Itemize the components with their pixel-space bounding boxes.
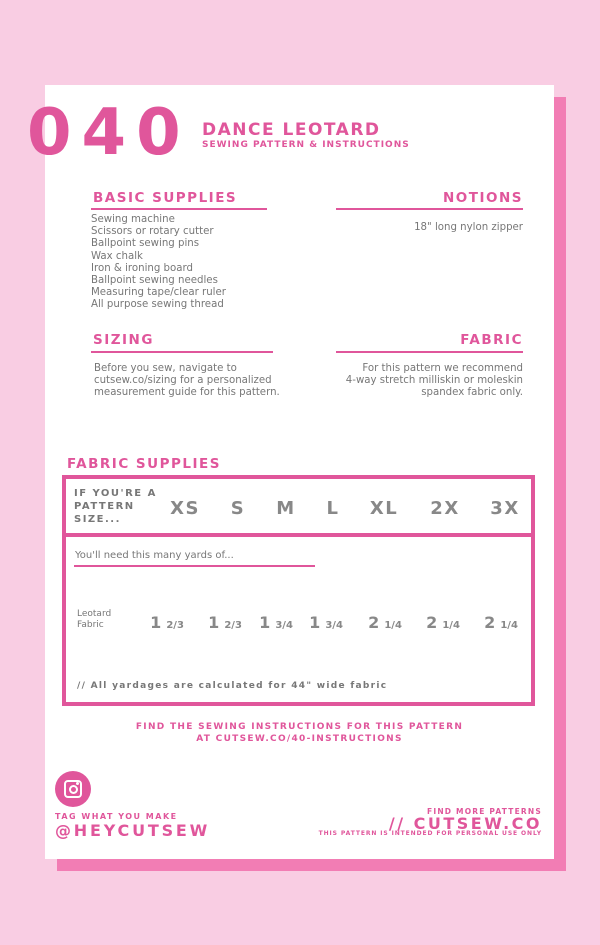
fabric-rule (336, 351, 523, 353)
pattern-title: DANCE LEOTARD (202, 120, 381, 140)
yardage-whole: 1 (208, 613, 220, 632)
list-item: All purpose sewing thread (91, 299, 224, 311)
list-item: Wax chalk (91, 250, 143, 262)
leotard-fabric-label (77, 609, 137, 631)
yardage-whole: 2 (484, 613, 496, 632)
yardage-fraction: 1/4 (384, 620, 402, 631)
site-link[interactable]: // CUTSEW.CO (388, 814, 542, 833)
sizing-text (94, 363, 304, 400)
instagram-icon[interactable] (55, 771, 91, 807)
pattern-card (27, 85, 554, 859)
yardage-whole: 1 (259, 613, 271, 632)
size-3x: 3X (490, 498, 520, 519)
row-label-line: Leotard (77, 609, 112, 619)
basic-supplies-rule (91, 208, 267, 210)
notions-rule (336, 208, 523, 210)
yardage-l (298, 613, 354, 632)
yardage-fraction: 2/3 (166, 620, 184, 631)
list-item: Measuring tape/clear ruler (91, 287, 226, 299)
yardage-s (197, 613, 253, 632)
yardage-fraction: 2/3 (224, 620, 242, 631)
yardage-whole: 1 (150, 613, 162, 632)
notions-text: 18" long nylon zipper (414, 222, 523, 233)
sizing-heading: SIZING (93, 332, 154, 348)
sizing-line: Before you sew, navigate to (94, 363, 237, 374)
list-item: Ballpoint sewing needles (91, 275, 218, 287)
instagram-icon-dot (76, 782, 79, 785)
notions-heading: NOTIONS (442, 190, 523, 206)
fabric-line: For this pattern we recommend (362, 363, 523, 374)
yards-needed-rule (74, 565, 315, 567)
row-label-line: Fabric (77, 620, 104, 630)
yardage-fraction: 1/4 (500, 620, 518, 631)
yardage-3x (473, 613, 529, 632)
basic-supplies-heading: BASIC SUPPLIES (93, 190, 238, 206)
size-m: M (276, 498, 296, 519)
yardage-xl (357, 613, 413, 632)
instructions-link[interactable]: AT CUTSEW.CO/40-INSTRUCTIONS (196, 734, 403, 744)
fabric-heading: FABRIC (460, 332, 523, 348)
size-question-label (74, 487, 164, 526)
size-xs: XS (170, 498, 200, 519)
yardage-whole: 2 (426, 613, 438, 632)
pattern-subtitle: SEWING PATTERN & INSTRUCTIONS (202, 140, 410, 150)
list-item: Ballpoint sewing pins (91, 238, 200, 250)
list-item: Scissors or rotary cutter (91, 226, 214, 238)
size-question-line: PATTERN (74, 501, 135, 512)
yardage-note: // All yardages are calculated for 44" wide fabric (77, 681, 388, 691)
list-item: Iron & ironing board (91, 262, 193, 274)
size-question-line: IF YOU'RE A (74, 488, 157, 499)
fabric-line: 4-way stretch milliskin or moleskin (345, 375, 523, 387)
size-question-line: SIZE... (74, 514, 121, 525)
size-xl: XL (369, 498, 399, 519)
fabric-supplies-heading: FABRIC SUPPLIES (67, 456, 221, 472)
size-s: S (230, 498, 246, 519)
yardage-2x (415, 613, 471, 632)
fabric-line: spandex fabric only. (421, 387, 523, 399)
size-l: L (326, 498, 340, 519)
instructions-line-1: FIND THE SEWING INSTRUCTIONS FOR THIS PATTERN (135, 722, 464, 732)
basic-supplies-list (91, 214, 226, 312)
yardage-fraction: 3/4 (275, 620, 293, 631)
sizing-line: measurement guide for this pattern. (94, 387, 280, 399)
fabric-text (303, 363, 523, 400)
tag-label: TAG WHAT YOU MAKE (55, 812, 178, 821)
sizing-rule (91, 351, 273, 353)
list-item: Sewing machine (91, 214, 175, 225)
yardage-fraction: 1/4 (442, 620, 460, 631)
yardage-xs (139, 613, 195, 632)
yardage-whole: 2 (368, 613, 380, 632)
sizing-line: cutsew.co/sizing for a personalized (94, 375, 272, 387)
yards-needed-label: You'll need this many yards of... (75, 550, 234, 561)
size-2x: 2X (430, 498, 460, 519)
instagram-icon-lens (69, 785, 78, 794)
yardage-m (248, 613, 304, 632)
personal-use-notice: THIS PATTERN IS INTENDED FOR PERSONAL USE ONLY (318, 830, 542, 837)
pattern-number: 040 (27, 96, 191, 170)
yardage-fraction: 3/4 (325, 620, 343, 631)
yardage-whole: 1 (309, 613, 321, 632)
find-more-label: FIND MORE PATTERNS (427, 807, 542, 816)
instagram-handle[interactable]: @HEYCUTSEW (55, 821, 211, 840)
